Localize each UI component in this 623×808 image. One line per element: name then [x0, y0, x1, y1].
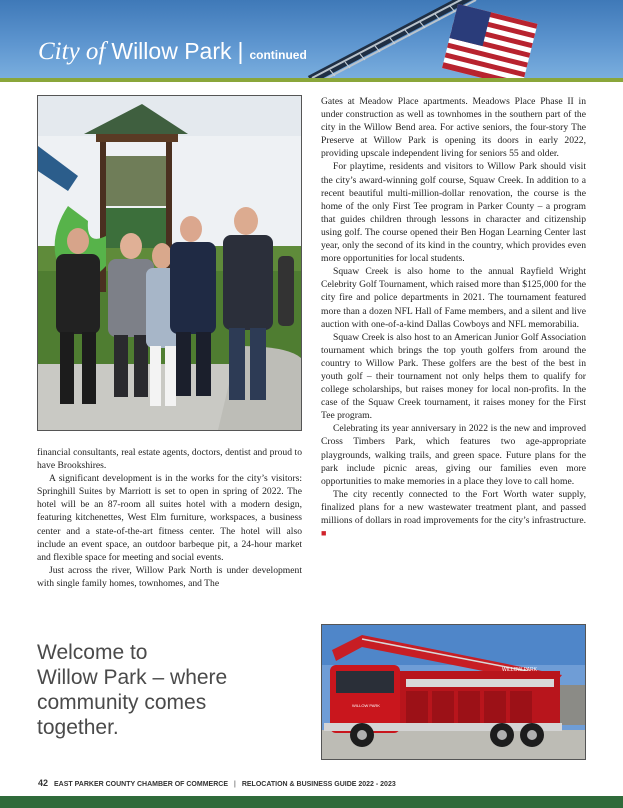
right-column-text	[321, 95, 586, 540]
end-mark-icon: ■	[321, 528, 327, 539]
pull-quote-line: together.	[37, 716, 119, 739]
truck-cab-text: WILLOW PARK	[502, 667, 537, 673]
right-paragraph-last	[321, 488, 586, 540]
right-paragraph: Celebrating its year anniversary in 2022 is the new and improved Cross Timbers Park, which features two age-appropriate playgrounds, walking trails, and green space. Future plans for the park include picnic areas, giving our families even more opportunities to make memories in a place they love to call home.	[321, 423, 586, 487]
pull-quote-line: Welcome to	[37, 641, 148, 664]
page-title	[38, 38, 307, 66]
header-banner	[0, 0, 623, 78]
title-city-of: City of	[38, 38, 106, 65]
footer-guide: RELOCATION & BUSINESS GUIDE 2022 - 2023	[241, 781, 396, 788]
truck-door-text: WILLOW PARK	[352, 703, 380, 708]
pull-quote	[37, 640, 297, 740]
right-paragraph: For playtime, residents and visitors to Willow Park should visit the city’s award-winning golf course, Squaw Creek. In addition to a recent beautiful multi-million-dollar renovation, the course is the home of the only First Tee program in Parker County – a program that guides children through lessons in character and citizenship using golf. The course opened their Ben Hogan Learning Center last year, only the second of its kind in the country, which provides even more opportunities for local students.	[321, 161, 586, 265]
american-flag	[442, 4, 538, 78]
pull-quote-line: community comes	[37, 691, 207, 714]
left-paragraph: financial consultants, real estate agents, doctors, dentist and proud to have Brookshires.	[37, 447, 302, 472]
right-paragraph: The city recently connected to the Fort Worth water supply, finalized plans for a new wastewater treatment plant, and passed millions of dollars in road improvements for the city’s infrastructure.	[321, 488, 586, 526]
title-continued: continued	[249, 48, 307, 62]
pull-quote-line: Willow Park – where	[37, 666, 228, 689]
title-place: Willow Park	[111, 38, 232, 64]
right-paragraph: Squaw Creek is also host to an American Junior Golf Association tournament which brings the top youth golfers from around the country to Willow Park. These golfers are the best of the best in youth golf – their tournament not only helps them to qualify for college scholarships, but raises money for local non-profits. In the case of the Squaw Creek tournament, it raises money for the First Tee program.	[321, 331, 586, 422]
left-paragraph: Just across the river, Willow Park North is under development with single family homes, townhomes, and The	[37, 564, 302, 589]
header-rule	[0, 78, 623, 82]
right-paragraph: Squaw Creek is also home to the annual Rayfield Wright Celebrity Golf Tournament, which raised more than $125,000 for the city fire and police departments in 2021. The tournament featured more than a dozen NFL Hall of Fame members, and a silent and live auction with one-of-a-kind Dallas Cowboys and NFL memorabilia.	[321, 266, 586, 330]
fire-truck-photo	[321, 624, 586, 760]
page-number: 42	[38, 778, 49, 788]
left-paragraph: A significant development is in the works for the city’s visitors: Springhill Suites by Marriott is set to open in spring of 2022. The hotel will be an 87-room all suites hotel with a modern design, featuring kitchenettes, West Elm furniture, workspaces, a business center and a state-of-the-art fitness center. The hotel will also include an event space, an outdoor barbeque pit, a 24-hour market and flexible space for meeting and social events.	[37, 473, 302, 563]
bottom-band	[0, 796, 623, 808]
footer-publisher: EAST PARKER COUNTY CHAMBER OF COMMERCE	[54, 781, 228, 788]
title-separator: |	[237, 38, 244, 64]
group-photo	[37, 95, 302, 431]
left-column-text	[37, 446, 302, 590]
footer-separator: |	[233, 781, 236, 788]
right-paragraph: Gates at Meadow Place apartments. Meadows Place Phase II in under construction as well as townhomes in the southern part of the city in the Willow Bend area. For active seniors, the four-story The Preserve at Willow Park is opening its doors in early 2022, providing upscale independent living for seniors 55 and older.	[321, 96, 586, 160]
footer	[38, 778, 396, 788]
